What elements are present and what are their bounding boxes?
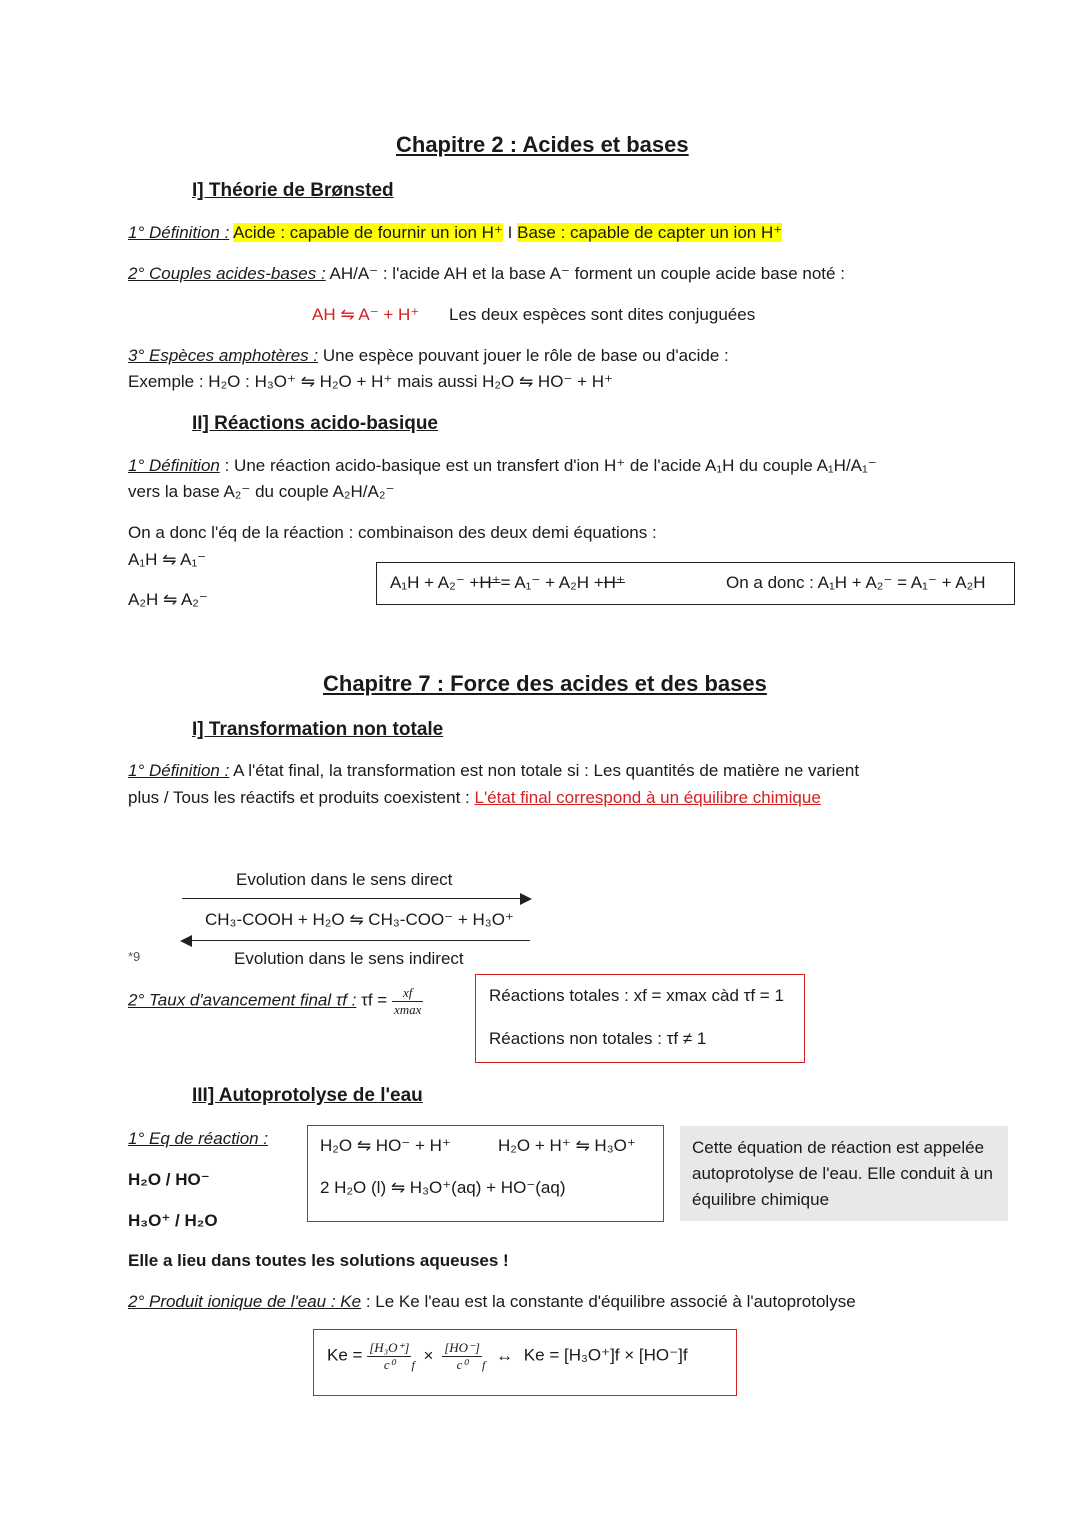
- ke-den-hydroxide: c⁰: [456, 1356, 468, 1372]
- margin-note: *9: [128, 949, 141, 964]
- non-total-definition-text2: plus / Tous les réactifs et produits coexistent :: [128, 788, 470, 807]
- section-bronsted-title: I] Théorie de Brønsted: [192, 180, 394, 201]
- struck-proton-1: H⁺: [479, 573, 501, 592]
- acetic-acid-reaction: CH₃-COOH + H₂O ⇋ CH₃-COO⁻ + H₃O⁺: [205, 910, 514, 929]
- all-aqueous-solutions: Elle a lieu dans toutes les solutions aqueuses !: [128, 1251, 509, 1270]
- autoprotolysis-note: Cette équation de réaction est appelée autoprotolyse de l'eau. Elle conduit à un équilibre chimique: [692, 1138, 993, 1209]
- ionic-product-definition: [128, 1291, 856, 1312]
- couple-equation: AH ⇋ A⁻ + H⁺: [312, 305, 420, 324]
- base-definition: Base : capable de capter un ion H⁺: [517, 223, 783, 242]
- non-total-definition-line1: [128, 760, 859, 781]
- non-total-definition-line2: [128, 787, 821, 808]
- final-rate-label: 2° Taux d'avancement final τf :: [128, 990, 357, 1010]
- struck-proton-2: H⁺: [603, 573, 625, 592]
- separator: I: [507, 223, 513, 242]
- reaction-definition-line1: [128, 455, 877, 476]
- reaction-equation-label: 1° Eq de réaction :: [128, 1129, 269, 1148]
- reaction-definition-text: : Une réaction acido-basique est un transfert d'ion H⁺ de l'acide A₁H du couple A₁H/A₁⁻: [224, 456, 877, 475]
- combination-text: On a donc l'éq de la réaction : combinaison des deux demi équations :: [128, 523, 657, 542]
- ke-subscript-f1: f: [411, 1357, 415, 1372]
- section-non-total-title: I] Transformation non totale: [192, 719, 444, 740]
- ke-times: ×: [423, 1345, 434, 1365]
- combined-equation-part2: = A₁⁻ + A₂H +: [500, 573, 604, 592]
- definition-label: 1° Définition :: [128, 223, 230, 242]
- indirect-evolution-label: Evolution dans le sens indirect: [234, 949, 464, 968]
- ke-lhs: Ke =: [327, 1345, 363, 1365]
- ke-rhs: Ke = [H₃O⁺]f × [HO⁻]f: [523, 1345, 688, 1365]
- water-base-half-equation: H₂O ⇋ HO⁻ + H⁺: [320, 1136, 451, 1155]
- section-autoprotolysis-title: III] Autoprotolyse de l'eau: [192, 1085, 423, 1106]
- ke-subscript-f2: f: [481, 1357, 486, 1372]
- chapter-2-title: Chapitre 2 : Acides et bases: [396, 132, 689, 157]
- direct-arrow-head-icon: [520, 893, 532, 905]
- couple-water-hydroxide: H₂O / HO⁻: [128, 1170, 210, 1189]
- ke-num-oxonium: [H₃O⁺]: [369, 1340, 410, 1355]
- chapter-7-title: Chapitre 7 : Force des acides et des bases: [323, 671, 767, 696]
- autoprotolysis-equation: 2 H₂O (l) ⇋ H₃O⁺(aq) + HO⁻(aq): [320, 1178, 566, 1197]
- couple-oxonium-water: H₃O⁺ / H₂O: [128, 1211, 218, 1230]
- ionic-product-formula: [327, 1340, 688, 1372]
- ke-den-oxonium: c⁰: [383, 1356, 395, 1372]
- equivalence-arrow-icon: ↔: [496, 1345, 514, 1365]
- non-total-definition-text: A l'état final, la transformation est non totale si : Les quantités de matière ne varient: [233, 761, 860, 780]
- final-rate-numerator: xf: [392, 985, 423, 1002]
- combined-equation-part1: A₁H + A₂⁻ +: [390, 573, 480, 592]
- half-equation-2: A₂H ⇋ A₂⁻: [128, 590, 208, 609]
- final-rate-denominator: xmax: [393, 1001, 422, 1017]
- reaction-definition-label: 1° Définition: [128, 456, 220, 475]
- amphoteric-definition: [128, 345, 729, 366]
- total-reactions: Réactions totales : xf = xmax càd τf = 1: [489, 986, 784, 1005]
- indirect-arrow-line: [192, 940, 530, 941]
- non-total-reactions: Réactions non totales : τf ≠ 1: [489, 1029, 707, 1048]
- ke-fraction-hydroxide: [442, 1340, 482, 1372]
- indirect-arrow-head-icon: [180, 935, 192, 947]
- section-acid-base-reactions-title: II] Réactions acido-basique: [192, 413, 438, 434]
- final-advancement-rate: [128, 985, 423, 1017]
- non-total-definition-label: 1° Définition :: [128, 761, 230, 780]
- amphoteric-example: Exemple : H₂O : H₃O⁺ ⇋ H₂O + H⁺ mais aussi H₂O ⇋ HO⁻ + H⁺: [128, 372, 614, 391]
- direct-arrow-line: [182, 898, 520, 899]
- conjugate-note: Les deux espèces sont dites conjuguées: [449, 305, 756, 324]
- direct-evolution-label: Evolution dans le sens direct: [236, 870, 453, 889]
- combined-equation: [390, 572, 625, 593]
- ke-fraction-oxonium: [367, 1340, 411, 1372]
- couples-text: AH/A⁻ : l'acide AH et la base A⁻ forment un couple acide base noté :: [329, 264, 845, 283]
- reaction-definition-line2: vers la base A₂⁻ du couple A₂H/A₂⁻: [128, 482, 395, 501]
- ionic-product-text: : Le Ke l'eau est la constante d'équilibre associé à l'autoprotolyse: [365, 1292, 856, 1311]
- amphoteric-label: 3° Espèces amphotères :: [128, 346, 319, 365]
- final-rate-fraction: [392, 985, 423, 1017]
- ke-num-hydroxide: [HO⁻]: [444, 1340, 480, 1355]
- half-equation-1: A₁H ⇋ A₁⁻: [128, 550, 207, 569]
- definition-acid-base: [128, 222, 782, 243]
- combined-result: On a donc : A₁H + A₂⁻ = A₁⁻ + A₂H: [726, 573, 986, 592]
- couples-acid-base: [128, 263, 845, 284]
- acid-definition: Acide : capable de fournir un ion H⁺: [233, 223, 503, 242]
- ionic-product-label: 2° Produit ionique de l'eau : Ke: [128, 1292, 362, 1311]
- final-rate-equals: τf =: [361, 990, 388, 1010]
- water-acid-half-equation: H₂O + H⁺ ⇋ H₃O⁺: [498, 1136, 636, 1155]
- couples-label: 2° Couples acides-bases :: [128, 264, 326, 283]
- equilibrium-statement: L'état final correspond à un équilibre chimique: [474, 788, 821, 807]
- amphoteric-text: Une espèce pouvant jouer le rôle de base ou d'acide :: [322, 346, 729, 365]
